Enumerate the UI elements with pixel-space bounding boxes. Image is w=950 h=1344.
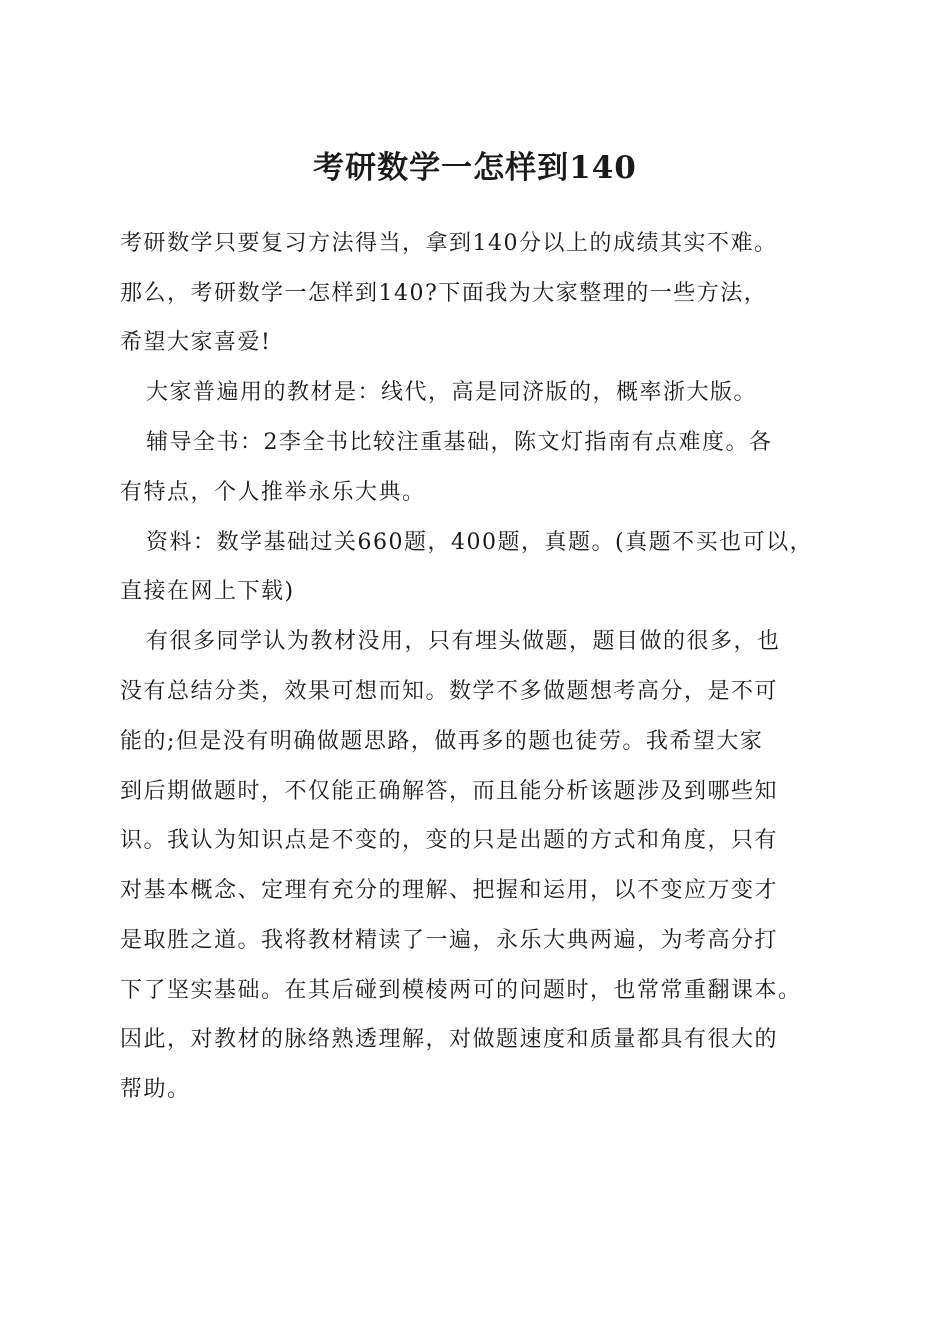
paragraph-line: 能的;但是没有明确做题思路，做再多的题也徒劳。我希望大家	[120, 729, 764, 754]
paragraph-line: 考研数学只要复习方法得当，拿到140分以上的成绩其实不难。	[120, 231, 778, 256]
document-title: 考研数学一怎样到140	[313, 150, 637, 186]
paragraph-line: 因此，对教材的脉络熟透理解，对做题速度和质量都具有很大的	[120, 1027, 779, 1052]
paragraph-line: 直接在网上下载)	[120, 579, 295, 604]
paragraph-line: 识。我认为知识点是不变的，变的只是出题的方式和角度，只有	[120, 828, 779, 853]
paragraph-line: 是取胜之道。我将教材精读了一遍，永乐大典两遍，为考高分打	[120, 928, 779, 953]
paragraph-line: 那么，考研数学一怎样到140?下面我为大家整理的一些方法，	[120, 281, 768, 306]
paragraph-line: 帮助。	[120, 1077, 191, 1102]
paragraph-line: 有很多同学认为教材没用，只有埋头做题，题目做的很多，也	[146, 629, 781, 654]
paragraph-line: 辅导全书：2李全书比较注重基础，陈文灯指南有点难度。各	[146, 430, 773, 455]
paragraph-line: 资料：数学基础过关660题，400题，真题。(真题不买也可以，	[146, 530, 814, 555]
paragraph-line: 大家普遍用的教材是：线代，高是同济版的，概率浙大版。	[146, 380, 758, 405]
paragraph-line: 对基本概念、定理有充分的理解、把握和运用，以不变应万变才	[120, 878, 779, 903]
paragraph-line: 到后期做题时，不仅能正确解答，而且能分析该题涉及到哪些知	[120, 779, 779, 804]
paragraph-line: 没有总结分类，效果可想而知。数学不多做题想考高分，是不可	[120, 679, 779, 704]
paragraph-line: 下了坚实基础。在其后碰到模棱两可的问题时，也常常重翻课本。	[120, 978, 802, 1003]
paragraph-line: 有特点，个人推举永乐大典。	[120, 480, 426, 505]
paragraph-line: 希望大家喜爱!	[120, 330, 272, 355]
